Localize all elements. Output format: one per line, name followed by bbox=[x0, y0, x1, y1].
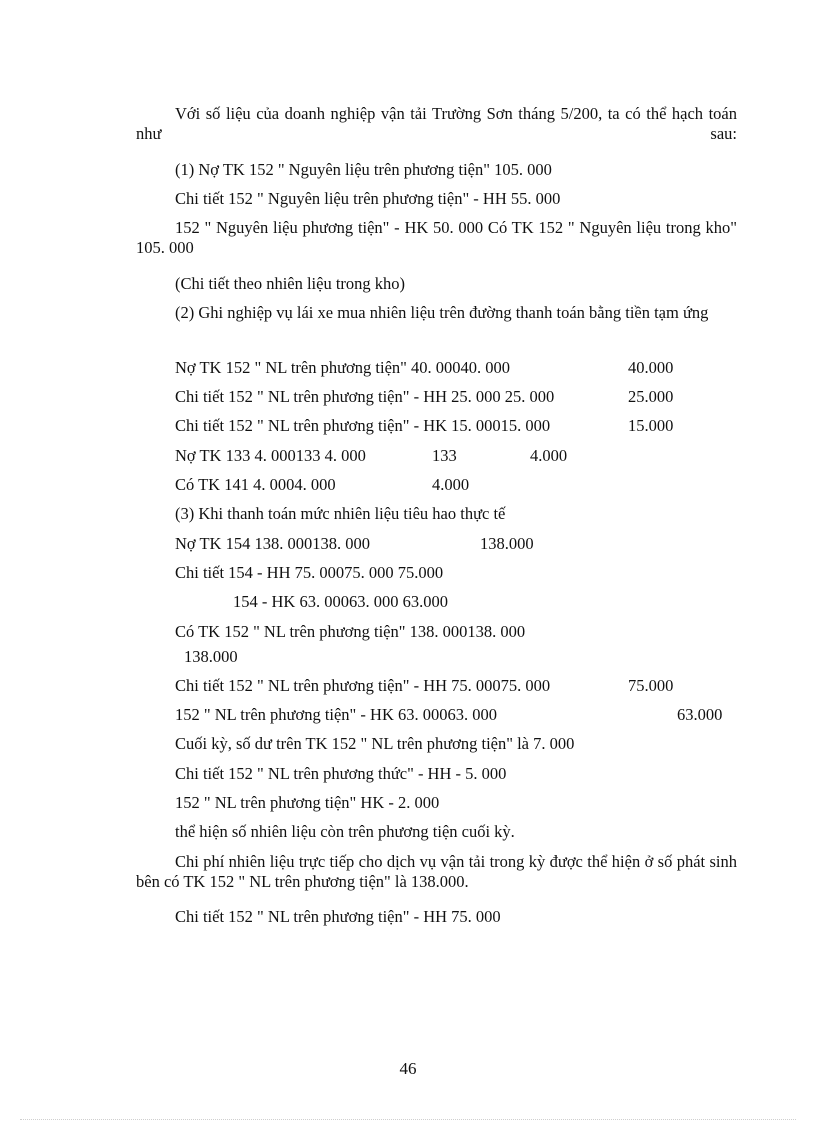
entry-line-18: 152 " NL trên phương tiện" HK - 2. 000 bbox=[175, 793, 440, 812]
entry-line-16: Cuối kỳ, số dư trên TK 152 " NL trên phương tiện" là 7. 000 bbox=[175, 734, 575, 753]
entry-line-5: Chi tiết 152 " NL trên phương tiện" - HH 25. 000 25. 000 bbox=[175, 387, 555, 406]
paragraph-entry-2: 152 " Nguyên liệu phương tiện" - HK 50. 000 Có TK 152 " Nguyên liệu trong kho" 105. 000 bbox=[136, 218, 737, 257]
entry-line-12: 154 - HK 63. 00063. 000 63.000 bbox=[233, 592, 448, 611]
amount-8: 4.000 bbox=[432, 475, 470, 494]
amount-14: 75.000 bbox=[628, 676, 674, 695]
amount-7: 4.000 bbox=[530, 446, 568, 465]
account-7: 133 bbox=[432, 446, 457, 465]
page-number: 46 bbox=[399, 1059, 417, 1078]
entry-line-13: Có TK 152 " NL trên phương tiện" 138. 000138. 000 bbox=[175, 622, 526, 641]
entry-line-4: Nợ TK 152 " NL trên phương tiện" 40. 00040. 000 bbox=[175, 358, 511, 377]
entry-line-6: Chi tiết 152 " NL trên phương tiện" - HK 15. 00015. 000 bbox=[175, 416, 551, 435]
amount-4: 40.000 bbox=[628, 358, 674, 377]
footer-divider bbox=[20, 1119, 796, 1120]
entry-line-15: 152 " NL trên phương tiện" - HK 63. 00063. 000 bbox=[175, 705, 497, 724]
entry-line-13-amount: 138.000 bbox=[184, 647, 238, 666]
entry-line-14: Chi tiết 152 " NL trên phương tiện" - HH 75. 00075. 000 bbox=[175, 676, 551, 695]
amount-5: 25.000 bbox=[628, 387, 674, 406]
entry-line-9: (3) Khi thanh toán mức nhiên liệu tiêu hao thực tế bbox=[175, 504, 506, 523]
amount-15: 63.000 bbox=[677, 705, 723, 724]
paragraph-entry-3: (2) Ghi nghiệp vụ lái xe mua nhiên liệu trên đường thanh toán bằng tiền tạm ứng bbox=[175, 303, 709, 322]
entry-line-20: Chi tiết 152 " NL trên phương tiện" - HH 75. 000 bbox=[175, 907, 501, 926]
entry-line-3: (Chi tiết theo nhiên liệu trong kho) bbox=[175, 274, 406, 293]
entry-line-7: Nợ TK 133 4. 000133 4. 000 bbox=[175, 446, 366, 465]
entry-line-2: Chi tiết 152 " Nguyên liệu trên phương tiện" - HH 55. 000 bbox=[175, 189, 561, 208]
entry-line-19: thể hiện số nhiên liệu còn trên phương tiện cuối kỳ. bbox=[175, 822, 515, 841]
entry-line-10: Nợ TK 154 138. 000138. 000 bbox=[175, 534, 370, 553]
entry-line-17: Chi tiết 152 " NL trên phương thức" - HH - 5. 000 bbox=[175, 764, 507, 783]
amount-6: 15.000 bbox=[628, 416, 674, 435]
paragraph-intro: Với số liệu của doanh nghiệp vận tải Trường Sơn tháng 5/200, ta có thể hạch toán như sau: bbox=[136, 104, 737, 143]
paragraph-summary: Chi phí nhiên liệu trực tiếp cho dịch vụ vận tải trong kỳ được thể hiện ở số phát sinh bên có TK 152 " NL trên phương tiện" là 138.000. bbox=[136, 852, 737, 891]
entry-line-1: (1) Nợ TK 152 " Nguyên liệu trên phương tiện" 105. 000 bbox=[175, 160, 552, 179]
entry-line-8: Có TK 141 4. 0004. 000 bbox=[175, 475, 336, 494]
amount-10: 138.000 bbox=[480, 534, 534, 553]
entry-line-11: Chi tiết 154 - HH 75. 00075. 000 75.000 bbox=[175, 563, 444, 582]
